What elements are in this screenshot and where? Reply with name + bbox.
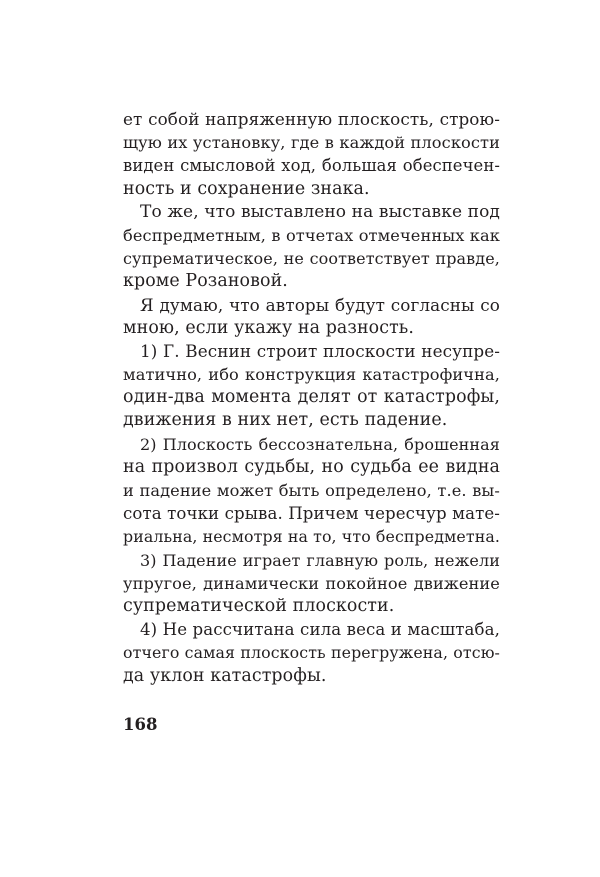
text-line: 3) Падение играет главную роль, нежели — [140, 550, 500, 570]
text-line: движения в них нет, есть падение. — [123, 410, 448, 431]
text-line: мною, если укажу на разность. — [123, 317, 415, 338]
text-line: на произвол судьбы, но судьба ее видна — [123, 456, 500, 477]
text-line: кроме Розановой. — [123, 271, 288, 292]
text-line: матично, ибо конструкция катастрофична, — [123, 365, 500, 385]
text-line: беспредметным, в отчетах отмеченных как — [123, 225, 500, 245]
text-line: упругое, динамически покойное движение — [123, 573, 500, 593]
text-line: То же, что выставлено на выставке под — [140, 201, 500, 222]
text-line: ность и сохранение знака. — [123, 178, 370, 199]
text-line: виден смысловой ход, большая обеспечен- — [123, 156, 500, 176]
text-line: сота точки срыва. Причем чересчур мате- — [123, 504, 500, 524]
text-line: и падение может быть определено, т.е. вы- — [123, 481, 500, 500]
text-line: да уклон катастрофы. — [123, 665, 327, 686]
page-number: 168 — [123, 715, 158, 734]
text-line: один-два момента делят от катастрофы, — [123, 387, 500, 408]
text-line: супрематическое, не соответствует правде, — [123, 249, 500, 269]
body-text — [123, 108, 500, 688]
text-line: Я думаю, что авторы будут согласны со — [140, 294, 500, 315]
text-line: отчего самая плоскость перегружена, отсю- — [123, 643, 500, 663]
text-line: риальна, несмотря на то, что беспредметна. — [123, 527, 500, 547]
text-line: 1) Г. Веснин строит плоскости несупре- — [140, 340, 500, 361]
text-line: щую их установку, где в каждой плоскости — [123, 133, 500, 153]
text-line: 2) Плоскость бессознательна, брошенная — [140, 434, 500, 454]
text-line: 4) Не рассчитана сила веса и масштаба, — [140, 620, 500, 640]
text-line: ет собой напряженную плоскость, строю- — [123, 109, 500, 129]
text-line: супрематической плоскости. — [123, 595, 395, 616]
